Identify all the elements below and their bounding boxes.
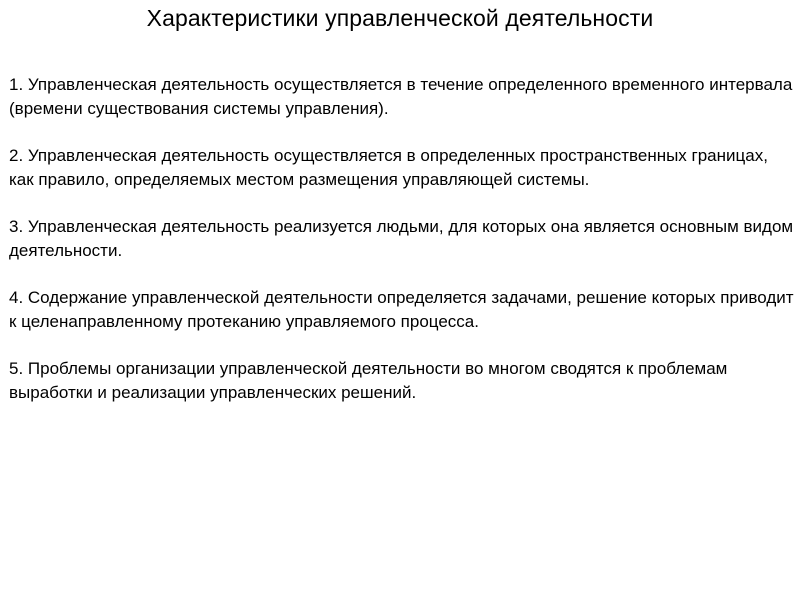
slide-title: Характеристики управленческой деятельности bbox=[146, 5, 654, 31]
list-item-5: 5. Проблемы организации управленческой деятельности во многом сводятся к проблемам выработки и реализации управленческих решений. bbox=[9, 359, 728, 402]
list-item-2: 2. Управленческая деятельность осуществляется в определенных пространственных границах, как правило, определяемых местом размещения управляющей системы. bbox=[9, 146, 768, 189]
characteristics-list bbox=[9, 73, 794, 405]
list-item-4: 4. Содержание управленческой деятельности определяется задачами, решение которых приводит к целенаправленному протеканию управляемого процесса. bbox=[9, 288, 794, 331]
list-item-1: 1. Управленческая деятельность осуществляется в течение определенного временного интервала (времени существования системы управления). bbox=[9, 75, 793, 118]
list-item-3: 3. Управленческая деятельность реализуется людьми, для которых она является основным видом деятельности. bbox=[9, 217, 794, 260]
